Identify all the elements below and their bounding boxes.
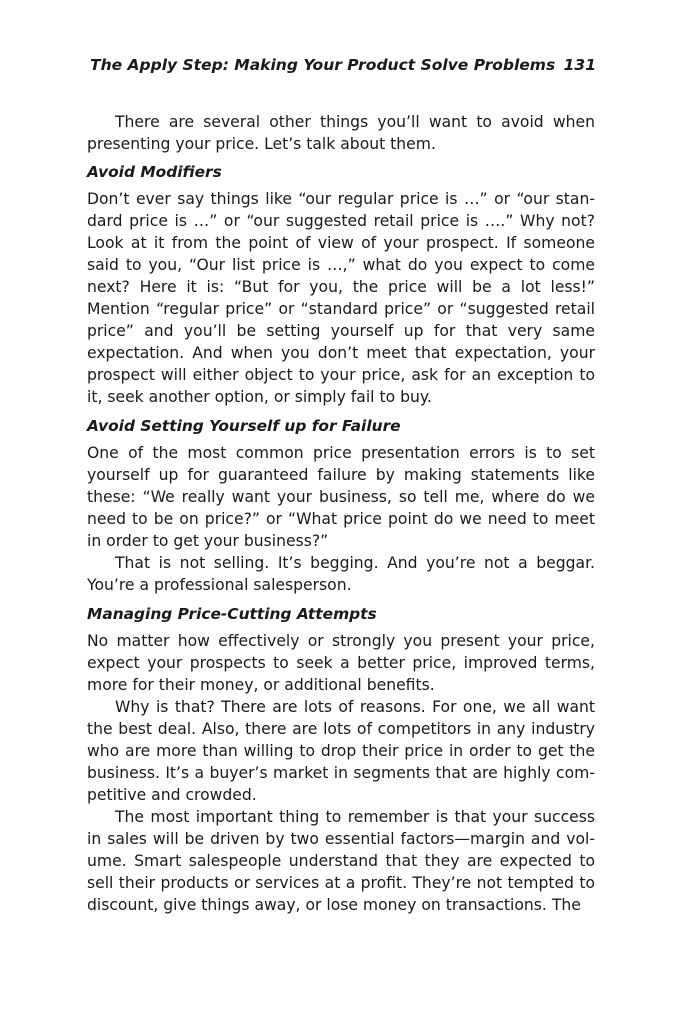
paragraph-price-cutting-3: The most important thing to remember is that your success in sales will be driven by two essential factors—margin and volume. Smart salespeople understand that they are expected to sell their products or services at a profit. They’re not tempted to discount, give things away, or lose money on transactions. The [87,808,595,914]
body-text [87,111,595,916]
paragraph-avoid-failure-2: That is not selling. It’s begging. And you’re not a beggar. You’re a professional salesperson. [87,554,595,594]
page-number: 131 [563,56,596,74]
running-head [88,53,596,77]
paragraph-price-cutting-2: Why is that? There are lots of reasons. For one, we all want the best deal. Also, there are lots of competitors in any industry who are more than willing to drop their price in order to get the business. It’s a buyer’s market in segments that are highly competitive and crowded. [87,698,595,804]
running-head-title: The Apply Step: Making Your Product Solve Problems [90,56,556,74]
paragraph-avoid-failure-1: One of the most common price presentation errors is to set yourself up for guaranteed failure by making statements like these: “We really want your business, so tell me, where do we need to be on price?” or “What price point do we need to meet in order to get your business?” [87,444,595,550]
paragraph-avoid-modifiers: Don’t ever say things like “our regular price is …” or “our standard price is …” or “our suggested retail price is ….” Why not? Look at it from the point of view of your prospect. If someone said to you, “Our list price is …,” what do you expect to come next? Here it is: “But for you, the price will be a lot less!” Mention “regular price” or “standard price” or “suggested retail price” and you’ll be setting yourself up for that very same expectation. And when you don’t meet that expectation, your prospect will either object to your price, ask for an exception to it, seek another option, or simply fail to buy. [87,190,595,406]
section-heading-avoid-modifiers: Avoid Modifiers [87,163,222,181]
section-heading-avoid-failure: Avoid Setting Yourself up for Failure [87,417,401,435]
section-heading-price-cutting: Managing Price-Cutting Attempts [87,605,377,623]
paragraph-price-cutting-1: No matter how effectively or strongly you present your price, expect your prospects to seek a better price, improved terms, more for their money, or additional benefits. [87,632,595,694]
intro-paragraph: There are several other things you’ll want to avoid when presenting your price. Let’s talk about them. [87,113,595,153]
